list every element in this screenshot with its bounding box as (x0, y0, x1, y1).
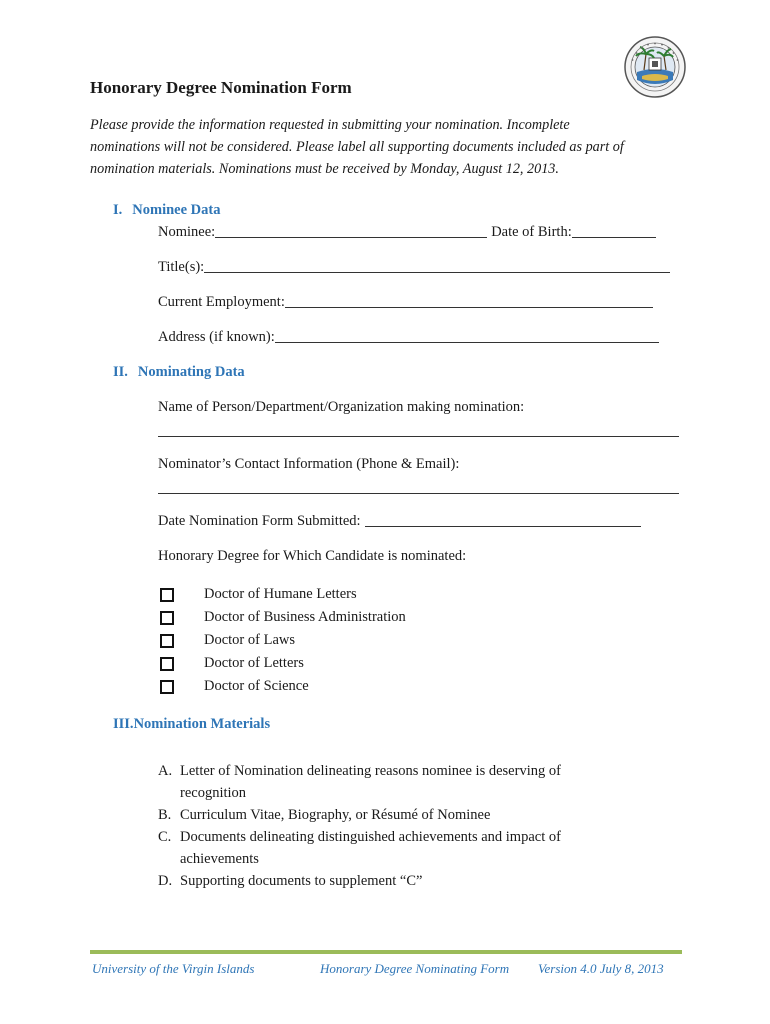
degree-option-label: Doctor of Business Administration (204, 609, 406, 625)
date-submitted-input-line[interactable] (365, 525, 641, 527)
materials-item-b (158, 804, 638, 826)
section-nominee-heading (113, 202, 220, 219)
intro-line: nomination materials. Nominations must be received by Monday, August 12, 2013. (90, 161, 559, 177)
employment-field-row (158, 294, 653, 311)
intro-text (90, 114, 680, 180)
checkbox-icon[interactable] (160, 657, 174, 671)
contact-label: Nominator’s Contact Information (Phone & Email): (158, 456, 460, 472)
checkbox-icon[interactable] (160, 588, 174, 602)
degree-option-label: Doctor of Science (204, 678, 309, 694)
checkbox-icon[interactable] (160, 634, 174, 648)
titles-label: Title(s): (158, 259, 205, 275)
materials-item-c (158, 826, 638, 870)
degree-prompt: Honorary Degree for Which Candidate is nominated: (158, 548, 467, 564)
item-letter: C. (158, 829, 172, 845)
degree-option-label: Doctor of Humane Letters (204, 586, 357, 602)
degree-option-science[interactable] (160, 678, 309, 695)
item-line: Curriculum Vitae, Biography, or Résumé of Nominee (180, 807, 491, 823)
titles-field-row (158, 259, 670, 276)
section-nominating-heading (113, 364, 245, 381)
date-submitted-row (158, 513, 641, 530)
dob-label: Date of Birth: (491, 224, 572, 240)
intro-line: nominations will not be considered. Please label all supporting documents included as part of (90, 139, 624, 155)
materials-item-d (158, 870, 638, 892)
intro-line: Please provide the information requested in submitting your nomination. Incomplete (90, 117, 570, 133)
footer-divider (90, 950, 682, 954)
nominator-name-label: Name of Person/Department/Organization making nomination: (158, 399, 525, 415)
section-title: Nomination Materials (133, 716, 271, 732)
footer-document-name: Honorary Degree Nominating Form (320, 961, 510, 976)
titles-input-line[interactable] (204, 271, 670, 273)
materials-item-a (158, 760, 638, 804)
degree-option-label: Doctor of Letters (204, 655, 304, 671)
item-line: Documents delineating distinguished achievements and impact of (180, 829, 561, 845)
nominee-label: Nominee: (158, 224, 216, 240)
item-letter: D. (158, 873, 173, 889)
section-title: Nominee Data (132, 202, 221, 218)
degree-option-label: Doctor of Laws (204, 632, 296, 648)
degree-option-letters[interactable] (160, 655, 304, 672)
section-materials-heading (113, 716, 270, 733)
section-number: I. (113, 202, 123, 218)
date-submitted-label: Date Nomination Form Submitted: (158, 513, 361, 529)
section-title: Nominating Data (137, 364, 245, 380)
item-line: Letter of Nomination delineating reasons nominee is deserving of (180, 763, 561, 779)
nominator-name-input-line[interactable] (158, 436, 679, 437)
item-letter: A. (158, 763, 173, 779)
address-input-line[interactable] (275, 341, 659, 343)
employment-input-line[interactable] (285, 306, 653, 308)
footer-version: Version 4.0 July 8, 2013 (538, 961, 664, 976)
university-seal-icon (624, 36, 686, 98)
nominee-field-row (158, 224, 656, 241)
item-line: achievements (180, 851, 259, 867)
footer-institution: University of the Virgin Islands (92, 961, 255, 976)
dob-input-line[interactable] (572, 236, 656, 238)
address-field-row (158, 329, 659, 346)
item-line: recognition (180, 785, 247, 801)
degree-option-humane-letters[interactable] (160, 586, 357, 603)
checkbox-icon[interactable] (160, 680, 174, 694)
degree-option-business-administration[interactable] (160, 609, 406, 626)
contact-input-line[interactable] (158, 493, 679, 494)
address-label: Address (if known): (158, 329, 275, 345)
form-title: Honorary Degree Nomination Form (90, 78, 352, 97)
section-number: II. (113, 364, 128, 380)
section-number: III. (113, 716, 134, 732)
item-letter: B. (158, 807, 172, 823)
degree-option-laws[interactable] (160, 632, 295, 649)
nominee-input-line[interactable] (215, 236, 487, 238)
item-line: Supporting documents to supplement “C” (180, 873, 423, 889)
employment-label: Current Employment: (158, 294, 285, 310)
checkbox-icon[interactable] (160, 611, 174, 625)
